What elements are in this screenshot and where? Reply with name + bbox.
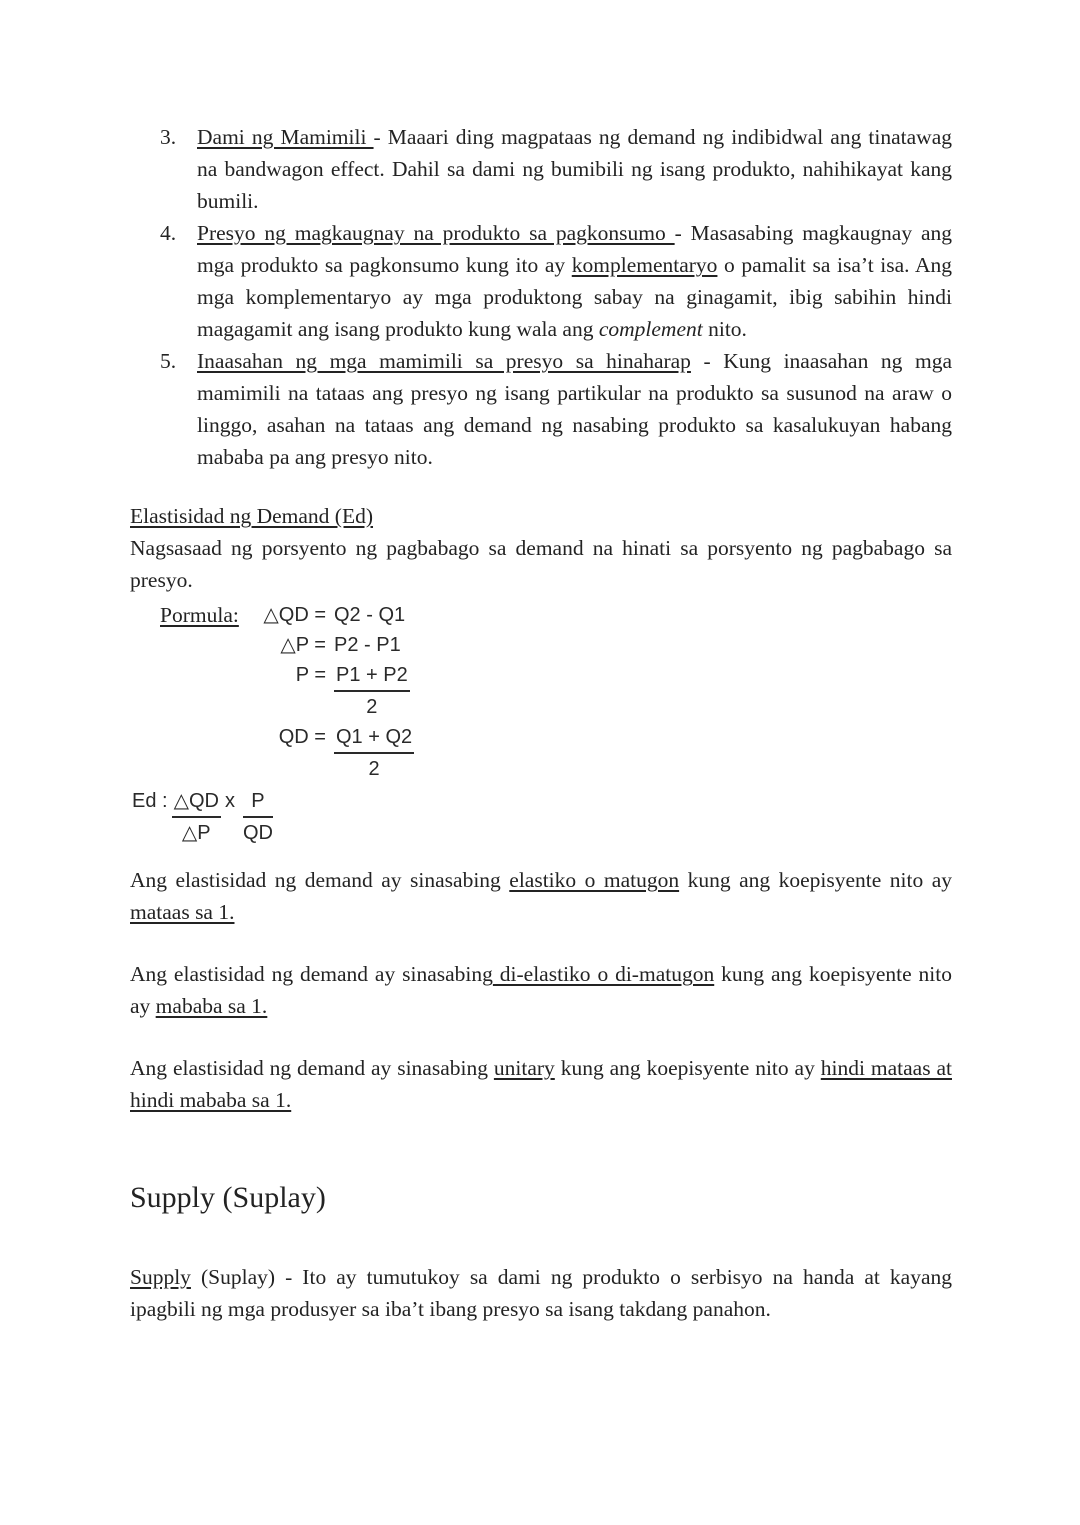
item-title: Inaasahan ng mga mamimili sa presyo sa hinaharap: [197, 349, 691, 373]
elasticity-heading: Elastisidad ng Demand (Ed): [130, 504, 374, 528]
item-text: - Kung inaasahan ng mga mamimili na tataas ang presyo ng isang partikular na produkto sa susunod na araw o linggo, asahan na tataas ang demand ng nasabing produkto sa kasalukuyan habang mababa pa ang presyo nito.: [197, 349, 952, 469]
underlined-term: di-elastiko o di-matugon: [492, 962, 715, 986]
fraction: $\frac{\triangle QD}{\triangle P}$: [172, 787, 221, 847]
document-content: [130, 121, 952, 1325]
item-text: o pamalit sa isa’t isa. Ang mga komplementaryo ay mga produktong sabay na ginagamit, ibig sabihin hindi magagamit ang isang produkto kung wala ang: [197, 253, 952, 341]
formula-ed: Ed : $\frac{\triangle QD}{\triangle P}$ x $\frac{P}{QD}$: [132, 787, 952, 847]
formula-label: Pormula:: [160, 603, 239, 627]
italic-term: complement: [598, 317, 703, 341]
formula-qd-average: QD = $\frac{Q1 + Q2}{2}$: [250, 723, 952, 783]
underlined-term: Supply: [130, 1265, 191, 1289]
item-text: - Maaari ding magpataas ng demand ng indibidwal ang tinatawag na bandwagon effect. Dahil sa dami ng bumibili ng isang produkto, nahihikayat kang bumili.: [197, 125, 952, 213]
paragraph-inelastic: Ang elastisidad ng demand ay sinasabing di-elastiko o di-matugon kung ang koepisyente nito ay mababa sa 1.: [130, 962, 952, 1018]
paragraph-elastic: Ang elastisidad ng demand ay sinasabing elastiko o matugon kung ang koepisyente nito ay mataas sa 1.: [130, 868, 952, 924]
list-item-5: [130, 345, 952, 473]
underlined-term: komplementaryo: [571, 253, 718, 277]
item-number: 5.: [160, 349, 177, 373]
demand-factors-list: [130, 121, 952, 473]
list-item-3: [130, 121, 952, 217]
item-text: nito.: [702, 317, 747, 341]
item-number: 3.: [160, 125, 177, 149]
underlined-term: mababa sa 1.: [155, 994, 268, 1018]
underlined-term: mataas sa 1.: [130, 900, 235, 924]
item-title: Presyo ng magkaugnay na produkto sa pagkonsumo: [197, 221, 675, 245]
paragraph-unitary: Ang elastisidad ng demand ay sinasabing unitary kung ang koepisyente nito ay hindi mataas at hindi mababa sa 1.: [130, 1056, 952, 1112]
elasticity-intro: Nagsasaad ng porsyento ng pagbabago sa demand na hinati sa porsyento ng pagbabago sa presyo.: [130, 536, 952, 592]
item-number: 4.: [160, 221, 177, 245]
item-text: - Masasabing magkaugnay ang mga produkto sa pagkonsumo kung ito ay: [197, 221, 952, 277]
fraction: $\frac{Q1 + Q2}{2}$: [334, 723, 414, 783]
supply-heading: Supply (Suplay): [130, 1181, 326, 1214]
item-title: Dami ng Mamimili: [197, 125, 374, 149]
underlined-term: elastiko o matugon: [509, 868, 680, 892]
underlined-term: hindi mataas at hindi mababa sa 1.: [130, 1056, 952, 1112]
formula-delta-p: △P = P2 - P1: [280, 634, 401, 656]
supply-paragraph: Supply (Suplay) - Ito ay tumutukoy sa dami ng produkto o serbisyo na handa at kayang ipagbili ng mga produsyer sa iba’t ibang presyo sa isang takdang panahon.: [130, 1265, 952, 1321]
formula-p-average: P = $\frac{P1 + P2}{2}$: [250, 661, 952, 721]
fraction: $\frac{P1 + P2}{2}$: [334, 661, 410, 721]
fraction: $\frac{P}{QD}$: [243, 787, 273, 847]
formula-delta-qd: △QD = Q2 - Q1: [263, 604, 406, 626]
formula-block: [130, 601, 952, 847]
list-item-4: [130, 217, 952, 345]
underlined-term: unitary: [493, 1056, 555, 1080]
